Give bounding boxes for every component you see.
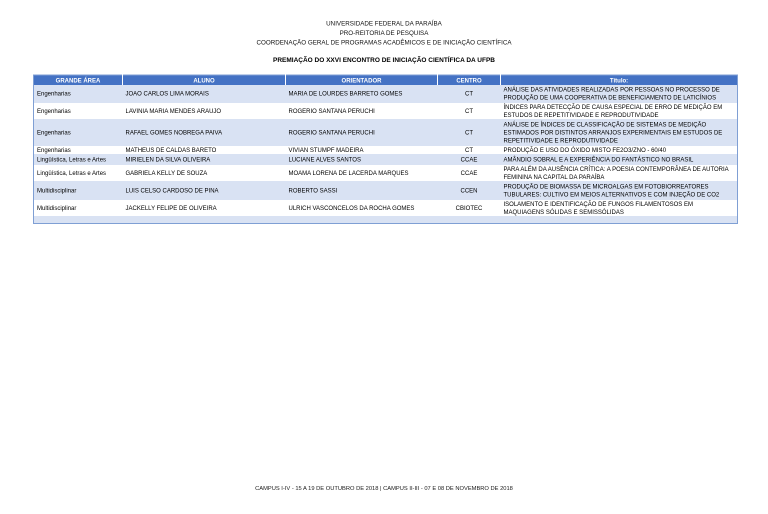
document-header [0, 19, 768, 48]
pro-rectory-name: PRO-REITORIA DE PESQUISA [339, 29, 429, 37]
cell-centro: CCAE [438, 155, 501, 165]
cell-orientador: VIVIAN STUMPF MADEIRA [286, 145, 438, 155]
cell-titulo: PRODUÇÃO DE BIOMASSA DE MICROALGAS EM FOTOBIORREATORES TUBULARES: CULTIVO EM MEIOS ALTERNATIVOS E COM INJEÇÃO DE CO2 [501, 182, 738, 200]
cell-titulo: ISOLAMENTO E IDENTIFICAÇÃO DE FUNGOS FILAMENTOSOS EM MAQUIAGENS SÓLIDAS E SEMISSÓLIDAS [501, 199, 738, 217]
cell-titulo: PARA ALÉM DA AUSÊNCIA CRÍTICA: A POESIA CONTEMPORÂNEA DE AUTORIA FEMININA NA CAPITAL DA PARAÍBA [501, 164, 738, 182]
university-name: UNIVERSIDADE FEDERAL DA PARAÍBA [326, 20, 442, 27]
table-row [34, 145, 738, 155]
cell-aluno: LAVINIA MARIA MENDES ARAUJO [123, 102, 286, 120]
column-header-orientador: ORIENTADOR [286, 75, 438, 85]
cell-centro: CT [438, 145, 501, 155]
cell-titulo: ANÁLISE DE ÍNDICES DE CLASSIFICAÇÃO DE SISTEMAS DE MEDIÇÃO ESTIMADOS POR DISTINTOS ARRANJOS EXPERIMENTAIS EM ESTUDOS DE REPETITIVIDADE E REPRODUTIVIDADE [501, 120, 738, 146]
cell-orientador: MOAMA LORENA DE LACERDA MARQUES [286, 164, 438, 182]
cell-area: Engenharias [34, 85, 123, 102]
cell-aluno: MIRIELEN DA SILVA OLIVEIRA [123, 155, 286, 165]
cell-aluno: JOAO CARLOS LIMA MORAIS [123, 85, 286, 102]
column-header-titulo: Título: [501, 75, 738, 85]
table-row [34, 182, 738, 200]
cell-orientador: ROGERIO SANTANA PERUCHI [286, 102, 438, 120]
cell-aluno: GABRIELA KELLY DE SOUZA [123, 164, 286, 182]
footer-text: CAMPUS I-IV - 15 A 19 DE OUTUBRO DE 2018 | CAMPUS II-III - 07 E 08 DE NOVEMBRO DE 2018 [255, 485, 513, 492]
cell-orientador: LUCIANE ALVES SANTOS [286, 155, 438, 165]
cell-aluno: LUIS CELSO CARDOSO DE PINA [123, 182, 286, 200]
cell-centro: CT [438, 120, 501, 146]
cell-titulo: AMÂNDIO SOBRAL E A EXPERIÊNCIA DO FANTÁSTICO NO BRASIL [501, 155, 738, 165]
cell-area: Multidisciplinar [34, 199, 123, 217]
cell-titulo: PRODUÇÃO E USO DO ÓXIDO MISTO FE2O3/ZNO - 60/40 [501, 145, 738, 155]
document-title: PREMIAÇÃO DO XXVI ENCONTRO DE INICIAÇÃO CIENTÍFICA DA UFPB [273, 56, 495, 64]
awards-table [33, 75, 738, 224]
table-row [34, 199, 738, 217]
cell-titulo: ANÁLISE DAS ATIVIDADES REALIZADAS POR PESSOAS NO PROCESSO DE PRODUÇÃO DE UMA COOPERATIVA DE BENEFICIAMENTO DE LATICÍNIOS [501, 85, 738, 102]
table-row [34, 102, 738, 120]
column-header-aluno: ALUNO [123, 75, 286, 85]
cell-centro: CCAE [438, 164, 501, 182]
table-row [34, 85, 738, 102]
cell-centro: CCEN [438, 182, 501, 200]
table-header-row [34, 75, 738, 85]
cell-area: Engenharias [34, 145, 123, 155]
cell-titulo: ÍNDICES PARA DETECÇÃO DE CAUSA ESPECIAL DE ERRO DE MEDIÇÃO EM ESTUDOS DE REPETITIVIDADE E REPRODUTIVIDADE [501, 102, 738, 120]
cell-orientador: MARIA DE LOURDES BARRETO GOMES [286, 85, 438, 102]
table-row-empty [34, 217, 738, 224]
cell-area: Engenharias [34, 102, 123, 120]
cell-orientador: ROGERIO SANTANA PERUCHI [286, 120, 438, 146]
cell-area: Engenharias [34, 120, 123, 146]
cell-area: Lingüística, Letras e Artes [34, 164, 123, 182]
cell-centro: CT [438, 85, 501, 102]
cell-orientador: ROBERTO SASSI [286, 182, 438, 200]
cell-orientador: ULRICH VASCONCELOS DA ROCHA GOMES [286, 199, 438, 217]
cell-area: Multidisciplinar [34, 182, 123, 200]
empty-cell [34, 217, 738, 224]
cell-area: Lingüística, Letras e Artes [34, 155, 123, 165]
table-row [34, 155, 738, 165]
table-row [34, 120, 738, 146]
coordination-name: COORDENAÇÃO GERAL DE PROGRAMAS ACADÊMICOS E DE INICIAÇÃO CIENTÍFICA [256, 39, 512, 46]
cell-aluno: RAFAEL GOMES NOBREGA PAIVA [123, 120, 286, 146]
cell-aluno: MATHEUS DE CALDAS BARETO [123, 145, 286, 155]
cell-aluno: JACKELLY FELIPE DE OLIVEIRA [123, 199, 286, 217]
column-header-centro: CENTRO [438, 75, 501, 85]
cell-centro: CT [438, 102, 501, 120]
column-header-grande-area: GRANDE ÁREA [34, 75, 123, 85]
table-row [34, 164, 738, 182]
cell-centro: CBIOTEC [438, 199, 501, 217]
